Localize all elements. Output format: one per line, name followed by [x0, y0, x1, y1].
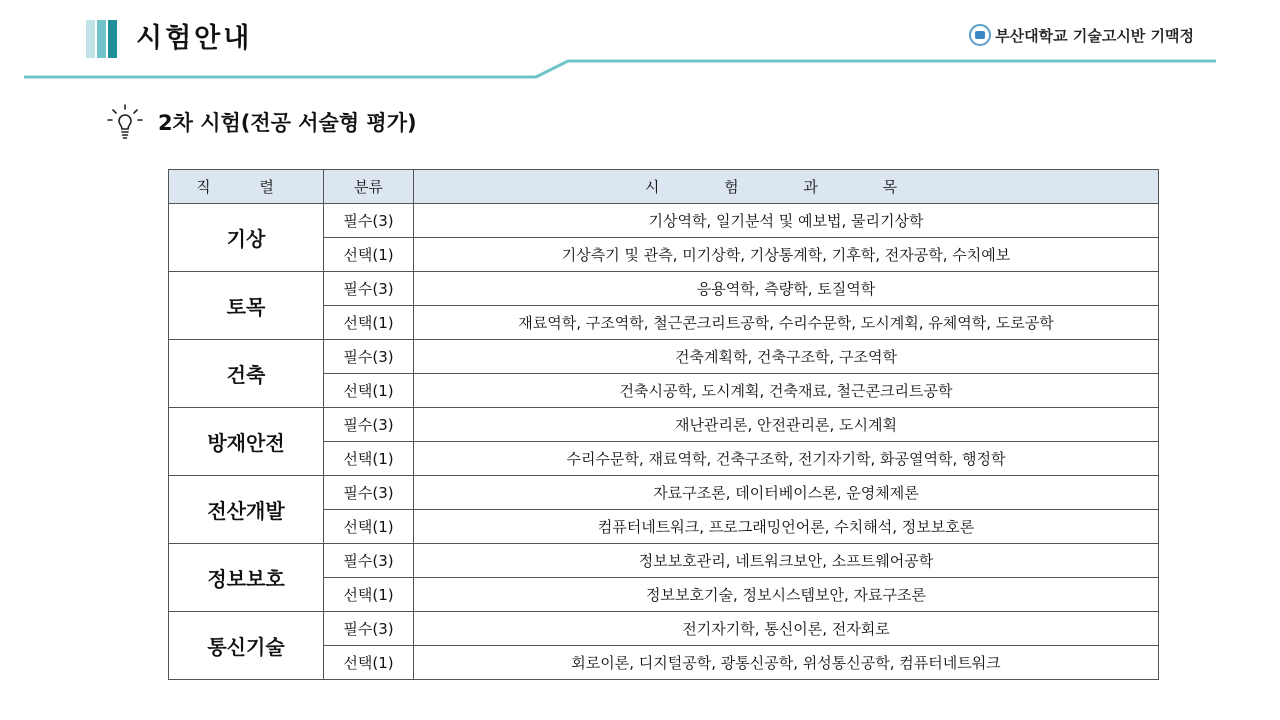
subjects-cell: 기상역학, 일기분석 및 예보법, 물리기상학 [414, 204, 1159, 238]
section-heading [106, 102, 417, 142]
table-row [169, 612, 1159, 646]
category-cell: 선택(1) [324, 510, 414, 544]
category-cell: 필수(3) [324, 272, 414, 306]
category-cell: 필수(3) [324, 340, 414, 374]
subjects-cell: 건축계획학, 건축구조학, 구조역학 [414, 340, 1159, 374]
page-title: 시험안내 [136, 23, 253, 54]
header-subjects: 시 험 과 목 [414, 170, 1159, 204]
category-cell: 필수(3) [324, 204, 414, 238]
category-cell: 선택(1) [324, 374, 414, 408]
job-cell: 통신기술 [169, 612, 324, 680]
subjects-cell: 수리수문학, 재료역학, 건축구조학, 전기자기학, 화공열역학, 행정학 [414, 442, 1159, 476]
category-cell: 선택(1) [324, 442, 414, 476]
subjects-cell: 기상측기 및 관측, 미기상학, 기상통계학, 기후학, 전자공학, 수치예보 [414, 238, 1159, 272]
table-row [169, 476, 1159, 510]
category-cell: 선택(1) [324, 646, 414, 680]
job-cell: 정보보호 [169, 544, 324, 612]
job-cell: 전산개발 [169, 476, 324, 544]
subjects-cell: 응용역학, 측량학, 토질역학 [414, 272, 1159, 306]
subjects-cell: 컴퓨터네트워크, 프로그래밍언어론, 수치해석, 정보보호론 [414, 510, 1159, 544]
category-cell: 선택(1) [324, 578, 414, 612]
table-row [169, 204, 1159, 238]
category-cell: 필수(3) [324, 408, 414, 442]
job-cell: 방재안전 [169, 408, 324, 476]
table-row [169, 544, 1159, 578]
subjects-cell: 자료구조론, 데이터베이스론, 운영체제론 [414, 476, 1159, 510]
header-category: 분류 [324, 170, 414, 204]
table-row [169, 340, 1159, 374]
table-row [169, 272, 1159, 306]
subjects-cell: 정보보호기술, 정보시스템보안, 자료구조론 [414, 578, 1159, 612]
category-cell: 선택(1) [324, 306, 414, 340]
category-cell: 선택(1) [324, 238, 414, 272]
subjects-cell: 회로이론, 디지털공학, 광통신공학, 위성통신공학, 컴퓨터네트워크 [414, 646, 1159, 680]
job-cell: 토목 [169, 272, 324, 340]
subjects-cell: 전기자기학, 통신이론, 전자회로 [414, 612, 1159, 646]
subjects-cell: 재난관리론, 안전관리론, 도시계획 [414, 408, 1159, 442]
category-cell: 필수(3) [324, 476, 414, 510]
exam-subject-table [168, 169, 1159, 680]
header-divider-line [0, 0, 1280, 90]
section-title: 2차 시험(전공 서술형 평가) [158, 111, 417, 135]
brand-text: 부산대학교 기술고시반 기맥정 [995, 26, 1194, 45]
subjects-cell: 정보보호관리, 네트워크보안, 소프트웨어공학 [414, 544, 1159, 578]
table-header-row [169, 170, 1159, 204]
header-job: 직 렬 [169, 170, 324, 204]
subjects-cell: 재료역학, 구조역학, 철근콘크리트공학, 수리수문학, 도시계획, 유체역학, 도로공학 [414, 306, 1159, 340]
job-cell: 기상 [169, 204, 324, 272]
job-cell: 건축 [169, 340, 324, 408]
lightbulb-icon [106, 103, 144, 141]
category-cell: 필수(3) [324, 544, 414, 578]
table-row [169, 408, 1159, 442]
category-cell: 필수(3) [324, 612, 414, 646]
subjects-cell: 건축시공학, 도시계획, 건축재료, 철근콘크리트공학 [414, 374, 1159, 408]
